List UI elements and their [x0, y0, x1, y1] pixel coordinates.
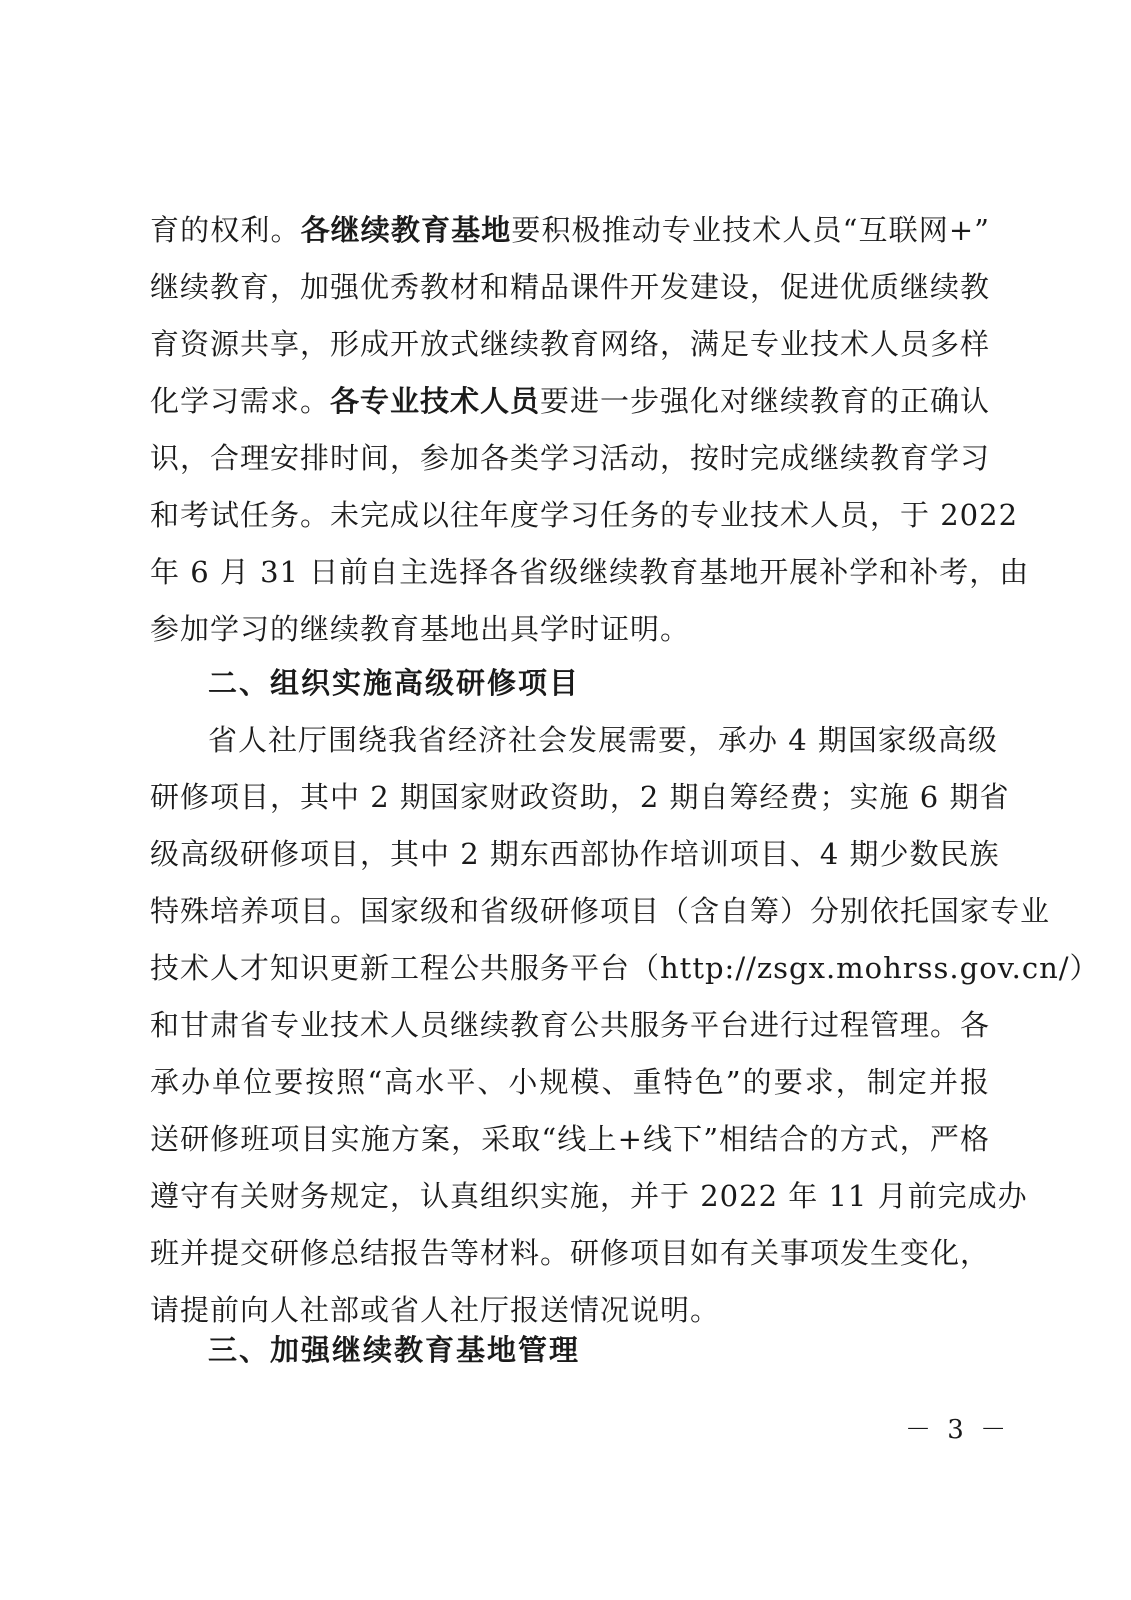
paragraph2-line10: 班并提交研修总结报告等材料。研修项目如有关事项发生变化，	[150, 1236, 991, 1270]
paragraph2-line5: 技术人才知识更新工程公共服务平台（http://zsgx.mohrss.gov.cn/）	[150, 951, 1100, 985]
paragraph2-line6: 和甘肃省专业技术人员继续教育公共服务平台进行过程管理。各	[150, 1008, 991, 1042]
paragraph2-line11: 请提前向人社部或省人社厅报送情况说明。	[150, 1293, 721, 1327]
page-number: － 3 －	[905, 1415, 1011, 1445]
paragraph2-line4: 特殊培养项目。国家级和省级研修项目（含自筹）分别依托国家专业	[150, 894, 1051, 928]
paragraph2-line2: 研修项目，其中 2 期国家财政资助，2 期自筹经费；实施 6 期省	[150, 780, 1010, 814]
paragraph2-line9: 遵守有关财务规定，认真组织实施，并于 2022 年 11 月前完成办	[150, 1179, 1028, 1213]
section-heading-3: 三、加强继续教育基地管理	[208, 1333, 581, 1367]
paragraph2-line8: 送研修班项目实施方案，采取“线上+线下”相结合的方式，严格	[150, 1122, 990, 1156]
paragraph1-line8: 参加学习的继续教育基地出具学时证明。	[150, 612, 691, 646]
paragraph1-line4	[150, 381, 990, 421]
bold-phrase-continuing-education-bases: 各继续教育基地	[300, 213, 512, 247]
paragraph1-line2: 继续教育，加强优秀教材和精品课件开发建设，促进优质继续教	[150, 270, 991, 304]
paragraph2-line3: 级高级研修项目，其中 2 期东西部协作培训项目、4 期少数民族	[150, 837, 1000, 871]
paragraph1-line6: 和考试任务。未完成以往年度学习任务的专业技术人员，于 2022	[150, 498, 1019, 532]
paragraph1-line5: 识，合理安排时间，参加各类学习活动，按时完成继续教育学习	[150, 441, 991, 475]
text-segment: 化学习需求。	[150, 384, 331, 418]
section-heading-2: 二、组织实施高级研修项目	[208, 666, 581, 700]
paragraph1-line7: 年 6 月 31 日前自主选择各省级继续教育基地开展补学和补考，由	[150, 555, 1030, 589]
paragraph2-line1: 省人社厅围绕我省经济社会发展需要，承办 4 期国家级高级	[208, 723, 998, 757]
text-segment: 要积极推动专业技术人员“互联网+”	[511, 213, 990, 247]
bold-phrase-professional-technical-personnel: 各专业技术人员	[330, 384, 541, 418]
text-segment: 要进一步强化对继续教育的正确认	[540, 384, 991, 418]
paragraph1-line3: 育资源共享，形成开放式继续教育网络，满足专业技术人员多样	[150, 327, 991, 361]
paragraph2-line7: 承办单位要按照“高水平、小规模、重特色”的要求，制定并报	[150, 1065, 990, 1099]
text-segment: 育的权利。	[150, 213, 301, 247]
paragraph1-line1	[150, 210, 990, 250]
